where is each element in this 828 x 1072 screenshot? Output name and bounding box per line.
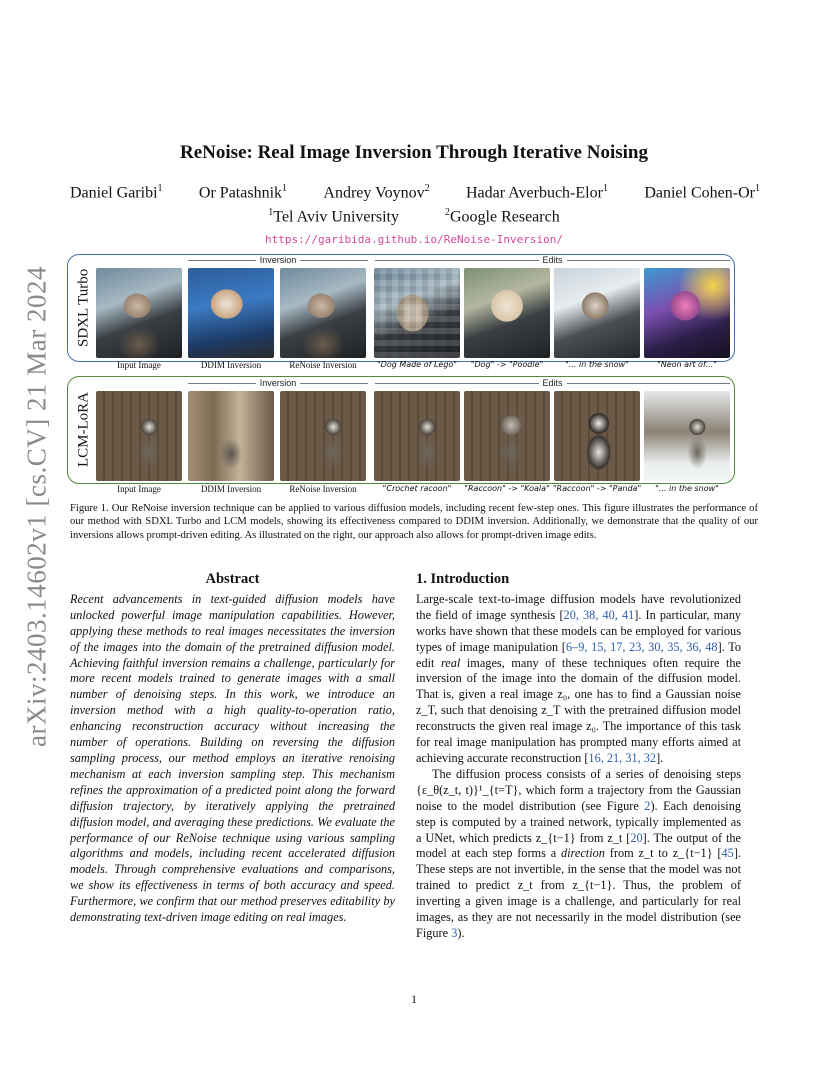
lcm-renoise-inversion-image — [280, 391, 366, 481]
introduction-heading: 1. Introduction — [416, 571, 510, 587]
figure-caption-label: "... in the snow" — [655, 484, 719, 493]
project-url-link[interactable]: https://garibida.github.io/ReNoise-Inversion/ — [264, 233, 563, 246]
row-label-lcm: LCM-LoRA — [75, 392, 92, 468]
group-label-edits: Edits — [375, 255, 730, 265]
author: Daniel Garibi$^1$ — [70, 183, 163, 202]
lcm-edit-snow-image — [644, 391, 730, 481]
figure-caption-label: "Dog" -> "Poodle" — [470, 360, 544, 369]
sdxl-renoise-inversion-image — [280, 268, 366, 358]
group-label-inversion: Inversion — [188, 255, 368, 265]
figure-ref-link[interactable]: 3 — [451, 925, 458, 940]
figure-caption-label: ReNoise Inversion — [289, 360, 357, 370]
figure-caption-label: "Raccoon" -> "Panda" — [552, 484, 642, 493]
sdxl-ddim-inversion-image — [188, 268, 274, 358]
figure-caption-label: DDIM Inversion — [200, 360, 262, 370]
abstract-heading: Abstract — [205, 571, 260, 587]
figure-1-caption: Figure 1. Our ReNoise inversion technique can be applied to various diffusion models, including recent few-step ones. This figure illustrates the performance of our method with SDXL Turbo and LCM models, showing its effectiveness compared to DDIM inversion. Additionally, we demonstrate that the quality of our inversions allows prompt-driven editing. As illustrated on the right, our approach also allows for prompt-driven image edits. — [70, 503, 758, 541]
sdxl-edit-snow-image — [554, 268, 640, 358]
figure-caption-label: Input Image — [117, 360, 161, 370]
lcm-edit-panda-image — [554, 391, 640, 481]
author: Hadar Averbuch-Elor$^1$ — [465, 183, 608, 202]
figure-caption-label: "Raccoon" -> "Koala" — [464, 484, 550, 493]
figure-caption-label: "Crochet racoon" — [382, 484, 452, 493]
introduction-section — [416, 572, 741, 942]
group-label-inversion: Inversion — [188, 378, 368, 388]
lcm-edit-crochet-image — [374, 391, 460, 481]
figure-caption-label: "... in the snow" — [565, 360, 629, 369]
citation-link[interactable]: 45 — [721, 846, 734, 861]
author-list — [70, 183, 760, 202]
citation-link[interactable]: 6–9, 15, 17, 23, 30, 35, 36, 48 — [565, 639, 718, 654]
sdxl-edit-neon-image — [644, 268, 730, 358]
intro-paragraph-2: The diffusion process consists of a series of denoising steps {ε_θ(z_t, t)}¹_{t=T}, which form a trajectory from the Gaussian noise to the model distribution (see Figure 2). Each denoising step is computed by a trained network, typically implemented as a UNet, which predicts z_{t−1} from z_t [20]. The output of the model at each step forms a direction from z_t to z_{t−1} [45]. These steps are not invertible, in the sense that the model was not trained to predict z_t from z_{t−1}. Thus, the problem of inverting a given image is a challenge, and particularly for real images, as they are not necessarily in the model distribution (see Figure 3). — [416, 766, 741, 940]
figure-caption-label: "Neon art of..." — [657, 360, 717, 369]
affiliations — [0, 207, 828, 226]
sdxl-input-image — [96, 268, 182, 358]
lcm-ddim-inversion-image — [188, 391, 274, 481]
author: Daniel Cohen-Or$^1$ — [644, 183, 760, 202]
arxiv-stamp: arXiv:2403.14602v1 [cs.CV] 21 Mar 2024 — [21, 266, 52, 748]
figure-caption-label: ReNoise Inversion — [289, 484, 357, 494]
abstract-text: Recent advancements in text-guided diffusion models have unlocked powerful image manipulation capabilities. However, applying these methods to real images necessitates the inversion of the images into the domain of the pretrained diffusion model. Achieving faithful inversion remains a challenge, particularly for more recent models trained to generate images with a small number of denoising steps. In this work, we introduce an inversion method with a high quality-to-operation ratio, enhancing reconstruction accuracy without increasing the number of operations. Building on reversing the diffusion sampling process, our method employs an iterative renoising mechanism at each inversion sampling step. This mechanism refines the approximation of a predicted point along the forward diffusion trajectory, by iteratively applying the pretrained diffusion model, and averaging these predictions. We evaluate the performance of our ReNoise technique using various sampling algorithms and models, including recent accelerated diffusion models. Through comprehensive evaluations and comparisons, we show its effectiveness in terms of both accuracy and speed. Furthermore, we confirm that our method preserves editability by demonstrating text-driven image editing on real images. — [70, 591, 395, 925]
citation-link[interactable]: 20 — [630, 830, 643, 845]
sdxl-edit-poodle-image — [464, 268, 550, 358]
sdxl-edit-lego-image — [374, 268, 460, 358]
abstract-section — [70, 572, 395, 926]
affiliation: $^1$Tel Aviv University — [268, 207, 399, 226]
page-number: 1 — [411, 992, 417, 1006]
figure-caption-label: DDIM Inversion — [200, 484, 262, 494]
figure-caption-label: "Dog Made of Lego" — [377, 360, 457, 369]
author: Or Patashnik$^1$ — [198, 183, 288, 202]
group-label-edits: Edits — [375, 378, 730, 388]
lcm-edit-koala-image — [464, 391, 550, 481]
row-label-sdxl: SDXL Turbo — [75, 268, 92, 348]
figure-ref-link[interactable]: 2 — [644, 798, 651, 813]
citation-link[interactable]: 16, 21, 31, 32 — [588, 750, 657, 765]
affiliation: $^2$Google Research — [444, 207, 560, 226]
author: Andrey Voynov$^2$ — [323, 183, 430, 202]
citation-link[interactable]: 20, 38, 40, 41 — [563, 607, 635, 622]
intro-paragraph-1: Large-scale text-to-image diffusion models have revolutionized the field of image synthesis [20, 38, 40, 41]. In particular, many works have shown that these models can be employed for various types of image manipulation [6–9, 15, 17, 23, 30, 35, 36, 48]. To edit real images, many of these techniques often require the inversion of the image into the domain of the diffusion model. That is, given a real image z₀, one has to find a Gaussian noise z_T, such that denoising z_T with the pretrained diffusion model reconstructs the given real image z₀. The importance of this task for real image manipulation has prompted many efforts aimed at achieving accurate reconstruction [16, 21, 31, 32]. — [416, 591, 742, 765]
lcm-input-image — [96, 391, 182, 481]
figure-caption-label: Input Image — [117, 484, 161, 494]
paper-title: ReNoise: Real Image Inversion Through Iterative Noising — [180, 142, 648, 163]
